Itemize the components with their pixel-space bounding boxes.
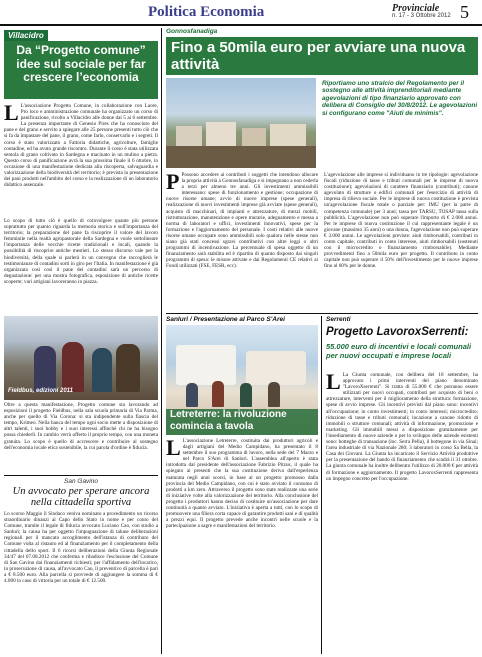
villacidro-title-box — [4, 41, 158, 99]
section-title: Politica Economia — [148, 4, 265, 20]
newspaper-logo: Provinciale — [392, 3, 440, 14]
page-number: 5 — [460, 2, 469, 22]
column-rule — [161, 28, 162, 654]
column-rule — [321, 316, 322, 654]
sanluri-kicker: Sanluri / Presentazione al Parco S'Arei — [166, 316, 285, 323]
sangavino-kicker: San Gavino — [64, 478, 98, 485]
divider — [166, 313, 478, 314]
gonnos-body-1: P Possono accedere ai contributi i soggetti che intendono allocare la propria attività a Gonnosfanadiga e si impegnano a non cederla a terzi per almeno tre anni. Gli investimenti ammissibili interessano: spese di funzionamento e gestione; occupazione di nuove risorse umane; avvio di nuove imprese (spese generali), realizzazione di nuovi investimenti imprese già avviate (spese generali), acquisto di macchinari, di impianti e attrezzature, di mezzi mobili, ristrutturazione, manutenzione e opere murarie, adeguamento e messa a norma di laboratori e uffici, investimenti innovativi, spese per la formazione e l'aggiornamento del personale. I costi relativi alle nuove risorse umane occupate sono ammissibili solo qualora nelle stesse non siano già stati concessi sgravi contributivi con altre leggi o altri programmi di incentivazione. La percentuale di spesa oggetto di un finanziamento sarà stabilita ed è ripartita di quanto disposto dai singoli programmi di spesa: le misure attivate e dai Regolamenti CE relativi ai Fondi utilizzati (FSE, FESR, ecc). — [166, 172, 318, 270]
sanluri-title: Letreterre: la rivoluzione comincia a tavola — [170, 409, 287, 432]
gonnos-body-2: L'agevolazione alle imprese si individuano in tre tipologie: agevolazione fiscali (riduzione di tasse e tributi comunali per le imprese di nuova costituzione); agevolazioni di carattere finanziario (contributi); canone agevolato di strutture o edifici comunali per l'esercizio di attività di impresa di rilievo sociale. Per le imprese di nuova costituzione è prevista un'agevolazione fiscale totale o parziale per: IMU (per la parte di competenza comunale) per 3 anni; tassa per TARSU, TOSAP tassa sulla pubblicità. L'agevolazione non può superare l'importo di € 2.000 annui. Per le imprese di nuova costituzione il cui rappresentante legale è un giovane (massimo 35 anni) o una donna, l'agevolazione non può superare € 3.000 annui. Le agevolazioni previste: aiuti rimborsabili, contributi in conto capitale, contributi in conto interesse, aiuti rimborsabili (sostenuti con il microcredito o finanziamento rimborsabile). Mediante provvedimenti fino a 50mila euro per progetto. Il contributo in conto capitale non può superare il 50% dell'investimento per le nuove imprese fino al 60% per le donne. — [324, 172, 478, 270]
villacidro-body-3: Oltre a questa manifestazione, Progetto comune sta lavorando ad esposizioni il progetto Fieldbus, nella sala scuola primaria di Via Parma, anche per quello di Via Corona: si sta indipendente sulla fiascia del tempo, Krimeo. Nella banca del tempo ogni socio mette a disposizione di altri talenti, i suoi hobby e i suoi interessi affinché chi ne ha bisogno possa chiederli. In cambio verrà offerto il proprio tempo, con una moneta gratuita. Lo scopo è quello di accrescere e contribuire al sostegno dell'economia locale etica sostenibile, la cui parola d'ordine è fiducia. — [4, 402, 158, 451]
villacidro-kicker: Villacidro — [4, 30, 48, 41]
gonnos-kicker: Gonnosfanadiga — [166, 28, 218, 35]
sanluri-body: L L'associazione Letreterre, costituita dai produttori agricoli e dagli artigiani del Medio Campidano, ha presentato il 8 settembre il suo programma di lavoro, nella sede del 7 Marzo e nel Parco S'Arei di Sanluri. L'assemblea all'aperto è stata introdotta dal presidente dell'associazione Fabrizio Pitzus, il quale ha spiegato ai presenti che la sua costituzione deriva dall'esperienza maturata negli anni scorsi, in base al un progetto promosso dalla provincia del Medio Campidano, con cui è stato avviato il consumo di prodotti a km zero. Attraverso il progetto sono state realizzate una serie di iniziative volte alla valorizzazione del territorio. Alla conclusione del progetto i produttori hanno deciso di costituire un'associazione per dare continuità a quanto avviato. L'iniziativa è aperta a tutti, con lo scopo di promuovere una filiera corta capace di garantire prodotti sani e di qualità a prezzi equi. Il progetto prevede anche incontri nelle scuole e la partecipazione a sagre e manifestazioni del territorio. — [166, 438, 318, 530]
serrenti-subtitle: 55.000 euro di incentivi e locali comunali per nuovi occupati e imprese locali — [326, 342, 472, 360]
villacidro-photo — [4, 316, 158, 400]
villacidro-body-1: L L'associazione Progetto Comune, in collaborazione con Laore, Pro loco e amministrazione comunale ha organizzato un corso di panificazione, rivolto a Villacidro alle donne dai 5 ai 6 settembre. La presenza importante di Genesio Pires che ha conosciuto del pane e del grano e servito a spiegare alle 25 persone presenti tutto ciò che si fa da impastare del pane, il grano, come farlo, conservarlo e i segreti. Il corso è stato valorizzato a Fattoria didattiche, agricolture, famiglie contadine, ed ha avuto grande riscontro. Durante il corso è stata utilizzata semola di grano coltivato in Sardegna e macinato in un mulino a pietra. Questo corso di panificazione avrà la sua prossima finale il 6 ottobre, in occasione di una manifestazione dedicata alla riscoperta, salvaguardia e valorizzazione della biodiversità del territorio; è prevista la presentazione dei pani prodotti nell'ambito del corso e la realizzazione di un laboratorio didattico assenzale. — [4, 103, 158, 189]
divider — [4, 475, 158, 476]
serrenti-body: L La Giunta comunale, con delibera del 18 settembre, ha approvato i primi interventi del piano denominato "LavoroXserrenti". Si tratta di 55.000 € che potranno essere utilizzati per nuovi occupati, contributi per acquisto di beni o attrezzature, interventi per il miglioramento della struttura: formazione, spese di avvio imprese. Gli incentivi previsti dal piano sono: incentivi all'occupazione; in conto investimenti; in conto interessi; microcredito; riduzione di tasse e tributi comunali; locazione a canone ridotto di immobili o strutture comunali; attività di informazione, promozione e marketing. Gli immobili messi a disposizione gratuitamente per l'insediamento di nuove aziende o per lo sviluppo delle aziende esistenti sono: botteghe di transazione (loc. Serra Pella), il bottegone in via Sinai; l'area industriale di via Nazionale 280; 3 laboratori in corso Sa Bella, la Casa dei Giovani. La Giunta ha incaricato il Servizio Attività produttive per la presentazione del bando di finanziamento che scadrà il 31 ottobre. La giunta comunale ha inoltre deliberato l'utilizzo di 20.000 € per attività di formazione e aggiornamento. Il progetto LavoroxSerrenti rappresenta un impegno concreto per l'occupazione. — [326, 372, 478, 482]
sanluri-photo — [166, 325, 318, 435]
villacidro-title: Da “Progetto comune” idee sul sociale per far crescere l’economia — [16, 43, 146, 84]
page-header — [0, 0, 482, 26]
gonnos-photo — [166, 78, 316, 168]
sangavino-title: Un avvocato per sperare ancora nella cittadella sportiva — [12, 486, 150, 508]
gonnos-lead: Riportiamo uno stralcio del Regolamento per il sostegno alle attività imprenditoriali mediante agevolazioni di tipo finanziario approvato con delibera di Consiglio del 30/8/2012. Le agevolazioni si configurano come "Aiuti de minimis". — [322, 80, 478, 117]
villacidro-body-2: Lo scopo di tutto ciò è quello di coinvolgere quante più persone soprattutto per quanto riguarda la memoria storica e sull'importanza del territorio; la preparazione del pane fa riscoprire il valore del lavoro femminile nella realtà agropastorale della Sardegna e vuole sottolineare l'importanza delle vecchie ricette tradizionali e locali, quando la possibilità di riscoprire antiche mestieri. Lo stesso discorso vale per la biodiversità, della quale si parlerà in un convegno che raccoglierà le testimonianze di contadini sorti in giro per l'Italia. In manifestazione è già organizzata così così il pane dei contadini sarà un percorso di degustazione: per una mostra fotografica, esposizione di antiche ricette scoperte; vari artigiani lavoreranno in piazza. — [4, 218, 158, 285]
sangavino-body: Lo scorso Maggio il Sindaco veniva nominato a procedimento un ricorso straordinario dinanzi al Capo dello Stato in nome e per conto del Comune, tramite il legale di fiducia avvocato Luciano Cao, con studio a Sanluri; la causa ha per oggetto l'impugnazione di talune deliberazioni regionali per il mancato accoglimento dell'istanza di contributo del Comune volta al ristauro ed al finanziamento per il completamento della cittadella dello sport. Il 6 ricorsi deliberazioni della Giunta Regionale 34/47 del 07.08.2012 che conferma e ribadisce l'esclusione del Comune di San Gavino dai finanziamenti richiesti; per l'affidamento dell'incarico, in prosecuzione di causa, all'avvocato Cao, il preventivo di parcella è pari a € 8.500 euro. Alla parcella si provvede di aggiungere la somma di € 4.000 in caso di vittoria per un totale di € 12.500. — [4, 511, 158, 585]
issue-info: n. 17 - 3 Ottobre 2012 — [392, 13, 451, 19]
serrenti-kicker: Serrenti — [326, 316, 351, 323]
gonnos-title: Fino a 50mila euro per avviare una nuova attività — [171, 39, 466, 73]
serrenti-title: Progetto LavoroxSerrenti: — [326, 326, 469, 338]
photo-caption: Fieldbus, edizioni 2011 — [8, 388, 73, 394]
gonnos-title-box — [166, 37, 478, 75]
